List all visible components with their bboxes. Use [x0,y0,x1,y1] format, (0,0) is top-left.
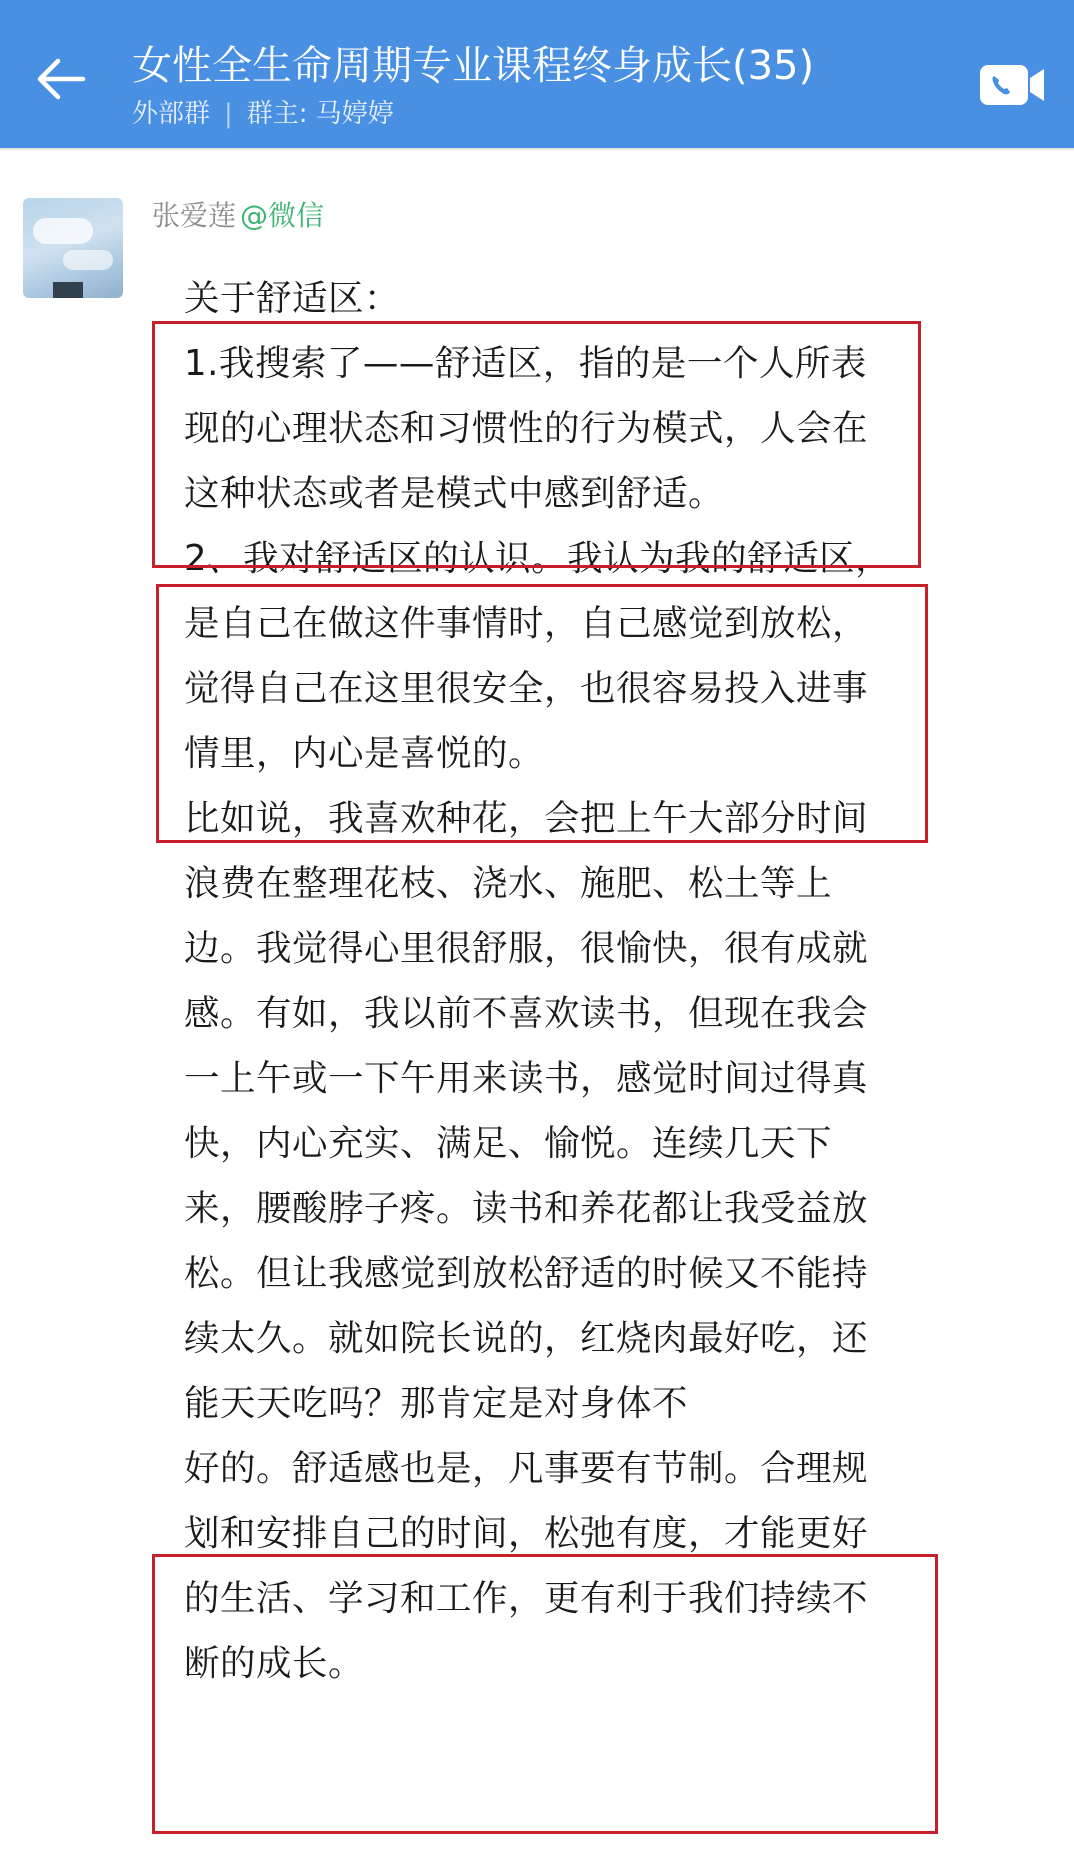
message-paragraph: 1.我搜索了——舒适区，指的是一个人所表现的心理状态和习惯性的行为模式，人会在这种状态或者是模式中感到舒适。 [184,343,869,514]
highlight-box [152,1554,938,1834]
sender-source-tag: @微信 [240,199,325,232]
sender-name[interactable]: 张爱莲 [152,199,237,232]
message-paragraph: 好的。舒适感也是，凡事要有节制。合理规划和安排自己的时间，松弛有度，才能更好的生活、学习和工作，更有利于我们持续不断的成长。 [184,1448,869,1684]
avatar-silhouette [53,282,83,298]
avatar-cloud [63,250,113,270]
subtitle-divider: | [224,99,233,129]
message-paragraph: 关于舒适区： [184,278,401,319]
back-button[interactable] [22,40,100,118]
chat-subtitle [132,97,394,131]
header-divider [0,148,1074,150]
avatar-cloud [33,218,93,244]
sender-line [152,198,324,234]
video-call-icon [978,62,1048,108]
chat-title: 女性全生命周期专业课程终身成长(35) [132,43,815,89]
highlight-box [152,321,921,568]
sender-avatar[interactable] [23,198,123,298]
message-paragraph: 2、我对舒适区的认识。我认为我的舒适区，是自己在做这件事情时，自己感觉到放松，觉得自己在这里很安全，也很容易投入进事情里，内心是喜悦的。 [184,538,892,774]
chat-header [0,0,1074,148]
highlight-box [156,584,928,843]
group-owner-label: 群主: 马婷婷 [246,99,394,129]
video-call-button[interactable] [978,62,1048,108]
arrow-left-icon [36,58,86,100]
group-type-label: 外部群 [132,99,211,129]
message-paragraph: 比如说，我喜欢种花，会把上午大部分时间浪费在整理花枝、浇水、施肥、松土等上边。我觉得心里很舒服，很愉快，很有成就感。有如，我以前不喜欢读书，但现在我会一上午或一下午用来读书，感觉时间过得真快，内心充实、满足、愉悦。连续几天下来，腰酸脖子疼。读书和养花都让我受益放松。但让我感觉到放松舒适的时候又不能持续太久。就如院长说的，红烧肉最好吃，还能天天吃吗？那肯定是对身体不 [184,798,869,1424]
